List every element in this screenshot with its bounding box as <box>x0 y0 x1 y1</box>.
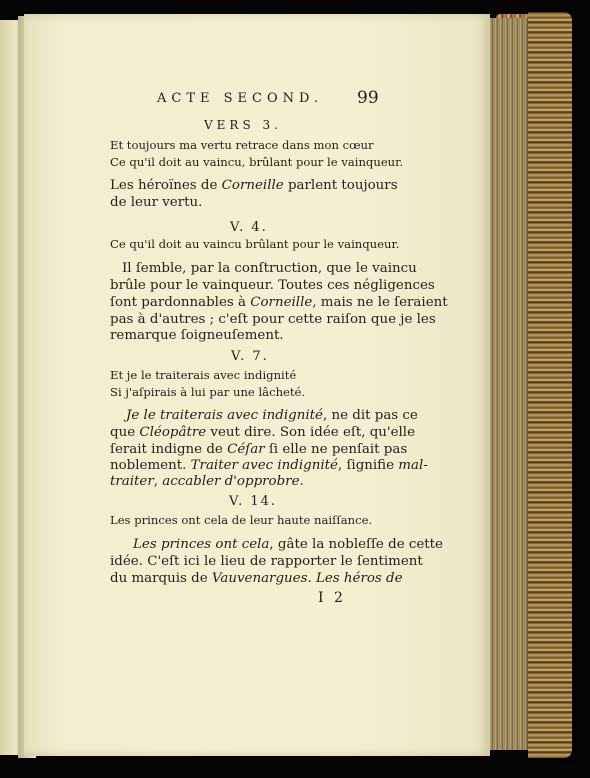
italic-text: Céſar <box>227 442 265 457</box>
commentary-line <box>133 537 443 552</box>
text-run: Les héroïnes de <box>110 178 222 193</box>
commentary-line <box>110 425 416 440</box>
text-run: . <box>307 571 316 586</box>
text-run: . <box>299 474 304 489</box>
commentary-line <box>110 312 436 327</box>
text-run: idée. C'eſt ici le lieu de rapporter le ſentiment <box>110 554 423 569</box>
verse-heading: V. 4. <box>230 220 268 235</box>
commentary-line <box>110 295 448 310</box>
italic-text: Vauvenargues <box>211 571 308 586</box>
commentary-line <box>110 442 408 457</box>
text-run: , gâte la nobleſſe de cette <box>269 537 443 552</box>
quote-line: Ce qu'il doit au vaincu, brûlant pour le vainqueur. <box>110 155 404 169</box>
commentary-line <box>110 474 386 489</box>
commentary-line <box>126 408 418 423</box>
italic-text: Les princes ont cela <box>133 537 270 552</box>
commentary-line <box>110 571 403 586</box>
commentary-line <box>110 178 398 193</box>
commentary-line <box>110 278 435 293</box>
text-run: veut dire. Son idée eſt, qu'elle <box>206 425 416 440</box>
commentary-line <box>110 554 423 569</box>
commentary-line <box>110 328 386 343</box>
page-block-edge <box>484 18 532 750</box>
catchword: I 2 <box>318 590 346 606</box>
text-run: Il ſemble, par la conſtruction, que le vaincu <box>122 261 417 276</box>
verse-heading: VERS 3. <box>204 118 282 132</box>
text-run: ſerait indigne de <box>110 442 228 457</box>
commentary-line <box>110 195 386 210</box>
text-run: du marquis de <box>110 571 212 586</box>
text-run: que <box>110 425 140 440</box>
italic-text: Traiter avec indignité <box>190 458 338 473</box>
italic-text: Je le traiterais avec indignité <box>126 408 323 423</box>
text-run: pas à d'autres ; c'eſt pour cette raiſon que je les <box>110 312 436 327</box>
quote-line: Et toujours ma vertu retrace dans mon cœur <box>110 138 374 152</box>
text-run: de leur vertu. <box>110 195 203 210</box>
text-run: ſont pardonnables à <box>110 295 251 310</box>
italic-text: traiter <box>110 474 154 489</box>
quote-line: Ce qu'il doit au vaincu brûlant pour le vainqueur. <box>110 237 400 251</box>
quote-line: Si j'aſpirais à lui par une lâcheté. <box>110 385 306 399</box>
text-run: , <box>153 474 163 489</box>
text-run: noblement. <box>110 458 191 473</box>
italic-text: Cléopâtre <box>139 425 207 440</box>
verse-heading: V. 14. <box>229 494 278 509</box>
quote-line: Les princes ont cela de leur haute naiſſance. <box>110 513 373 527</box>
commentary-line <box>122 261 417 276</box>
running-title: ACTE SECOND. <box>157 91 324 106</box>
italic-text: Corneille <box>250 295 313 310</box>
quote-line: Et je le traiterais avec indignité <box>110 368 297 382</box>
verse-heading: V. 7. <box>231 349 269 364</box>
italic-text: mal- <box>398 458 428 473</box>
italic-text: Corneille <box>221 178 284 193</box>
text-run: , ne dit pas ce <box>322 408 418 423</box>
page-number: 99 <box>357 88 379 108</box>
text-run: parlent toujours <box>283 178 398 193</box>
italic-text: Les héros de <box>315 571 403 586</box>
commentary-line <box>110 458 428 473</box>
gilt-cover-edge <box>528 12 572 758</box>
text-run: , mais ne le ſeraient <box>312 295 448 310</box>
text-run: ſi elle ne penſait pas <box>264 442 408 457</box>
text-run: , ſignifie <box>337 458 399 473</box>
text-run: brûle pour le vainqueur. Toutes ces négligences <box>110 278 435 293</box>
text-run: remarque ſoigneuſement. <box>110 328 284 343</box>
italic-text: accabler d'opprobre <box>162 474 300 489</box>
